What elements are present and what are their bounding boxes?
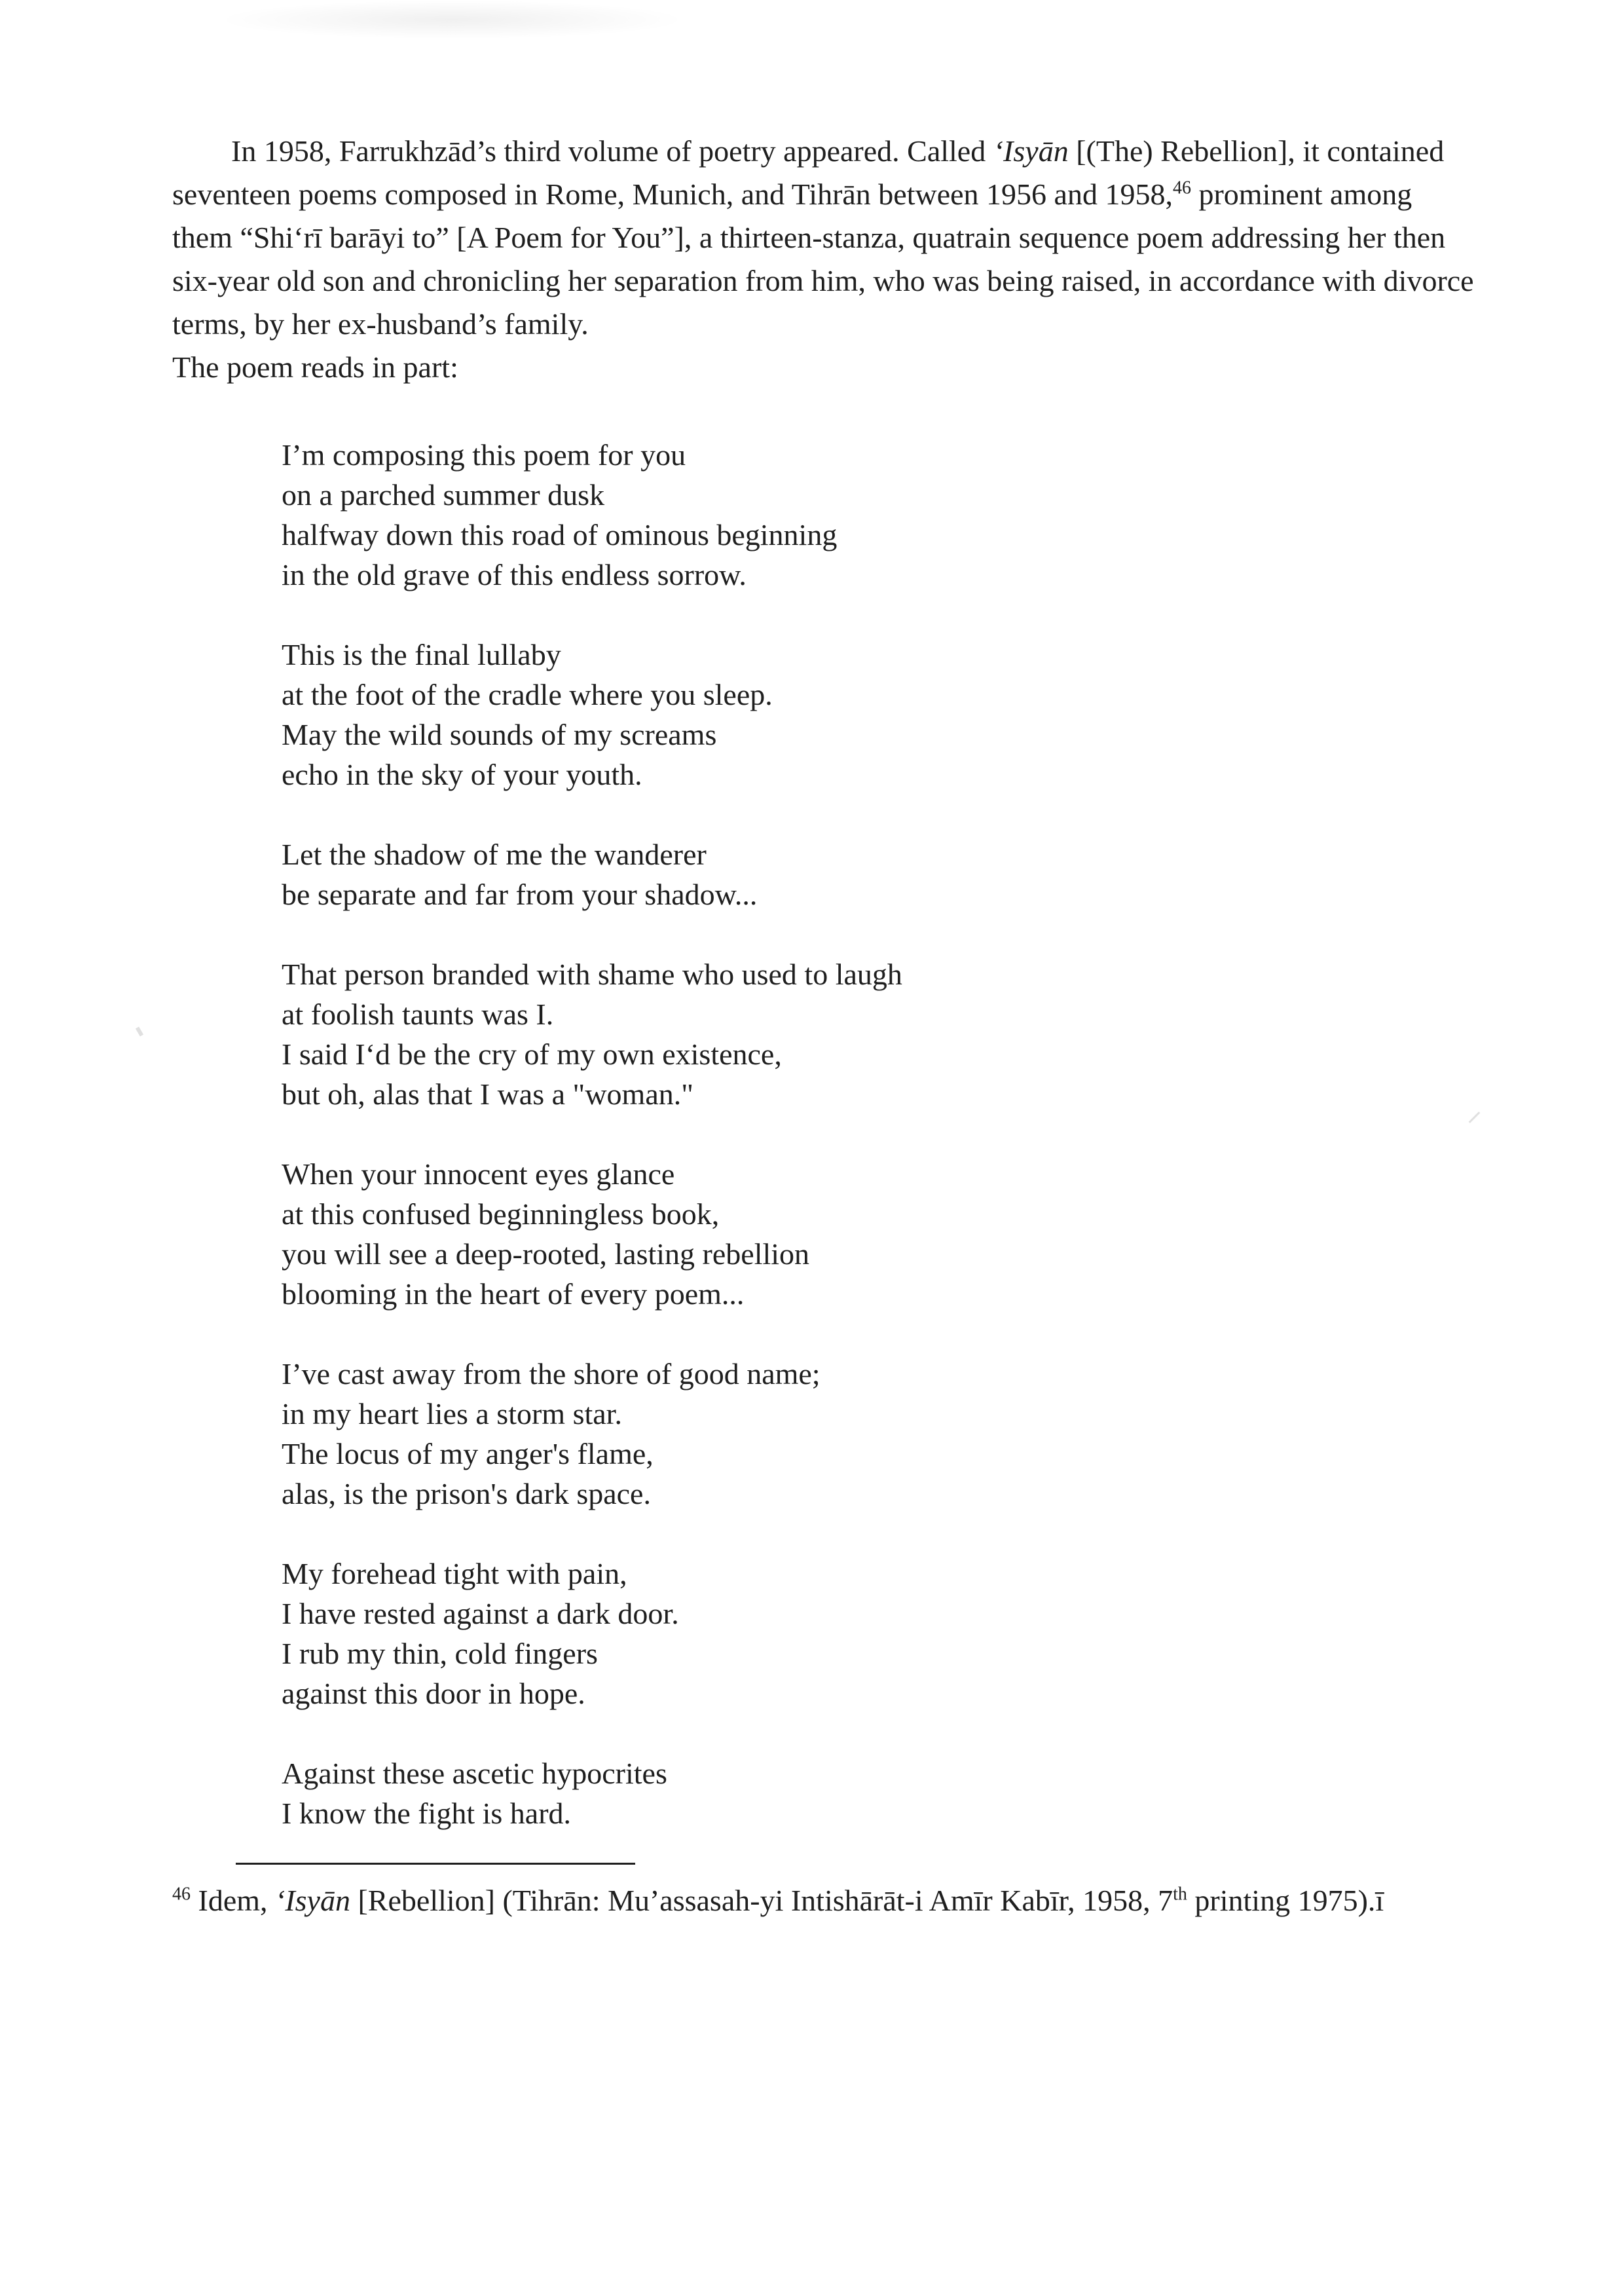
poem-line: in the old grave of this endless sorrow. [282,558,747,591]
poem-line: at the foot of the cradle where you sleep. [282,678,773,711]
intro-book-title: ‘Isyān [993,134,1069,168]
poem-line: Against these ascetic hypocrites [282,1757,667,1790]
poem-stanza [282,1554,1329,1713]
poem-stanza [282,954,1329,1114]
poem-line: This is the final lullaby [282,638,561,671]
footnote-text-middle: [Rebellion] (Tihrān: Mu’assasah-yi Intishārāt-i Amīr Kabīr, 1958, 7 [350,1884,1173,1917]
footnote-separator [236,1863,635,1865]
poem-line: The locus of my anger's flame, [282,1437,654,1470]
scan-speck [1469,1111,1481,1123]
poem-line: My forehead tight with pain, [282,1557,627,1590]
poem-line: I know the fight is hard. [282,1797,572,1830]
poem-line: at this confused beginningless book, [282,1197,720,1231]
poem-line: blooming in the heart of every poem... [282,1277,745,1311]
poem-line: Let the shadow of me the wanderer [282,838,707,871]
poem-stanza [282,435,1329,595]
poem-stanza [282,834,1329,914]
poem-line: but oh, alas that I was a "woman." [282,1077,694,1111]
poem-line: against this door in hope. [282,1677,585,1710]
poem-stanza [282,1154,1329,1314]
poem-stanza [282,1753,1329,1833]
poem-line: That person branded with shame who used to laugh [282,958,902,991]
footnote-ordinal-suffix: th [1173,1884,1187,1905]
poem-line: halfway down this road of ominous beginning [282,518,838,551]
poem-line: I’m composing this poem for you [282,438,686,472]
poem-line: May the wild sounds of my screams [282,718,717,751]
poem-line: I have rested against a dark door. [282,1597,679,1630]
intro-text-middle: [(The) Rebellion], it contained seventeen poems composed in Rome, Munich, and Tihrān between 1956 and 1958, [172,134,1445,211]
poem-excerpt [282,435,1329,1873]
poem-line: I rub my thin, cold fingers [282,1637,598,1670]
footnote-book-title: ‘Isyān [275,1884,350,1917]
scan-speck [136,1026,143,1036]
poem-stanza [282,1354,1329,1514]
footnote-text-end: printing 1975).ī [1187,1884,1384,1917]
footnote [172,1880,1475,1922]
intro-text-end: prominent among them “Shi‘rī barāyi to” [A Poem for You”], a thirteen-stanza, quatrain sequence poem addressing her then six-year old son and chronicling her separation from him, who was being raised, in accordance with divorce terms, by her ex-husband’s family. [172,177,1474,341]
intro-text-start: In 1958, Farrukhzād’s third volume of poetry appeared. Called [231,134,993,168]
intro-section [172,130,1475,389]
poem-stanza [282,635,1329,794]
poem-line: you will see a deep-rooted, lasting rebellion [282,1237,810,1271]
footnote-reference: 46 [1172,177,1191,198]
poem-line: echo in the sky of your youth. [282,758,642,791]
footnote-text-start: Idem, [191,1884,276,1917]
poem-line: alas, is the prison's dark space. [282,1477,651,1510]
poem-line: When your innocent eyes glance [282,1157,675,1191]
poem-line: be separate and far from your shadow... [282,878,758,911]
poem-line: I said I‘d be the cry of my own existence, [282,1037,782,1071]
poem-line: I’ve cast away from the shore of good name; [282,1357,821,1390]
poem-line: in my heart lies a storm star. [282,1397,622,1430]
footnote-number: 46 [172,1884,191,1905]
intro-paragraph [172,130,1475,346]
poem-lead-in: The poem reads in part: [172,350,458,384]
scan-shadow [216,0,688,39]
poem-line: at foolish taunts was I. [282,998,554,1031]
poem-line: on a parched summer dusk [282,478,605,512]
